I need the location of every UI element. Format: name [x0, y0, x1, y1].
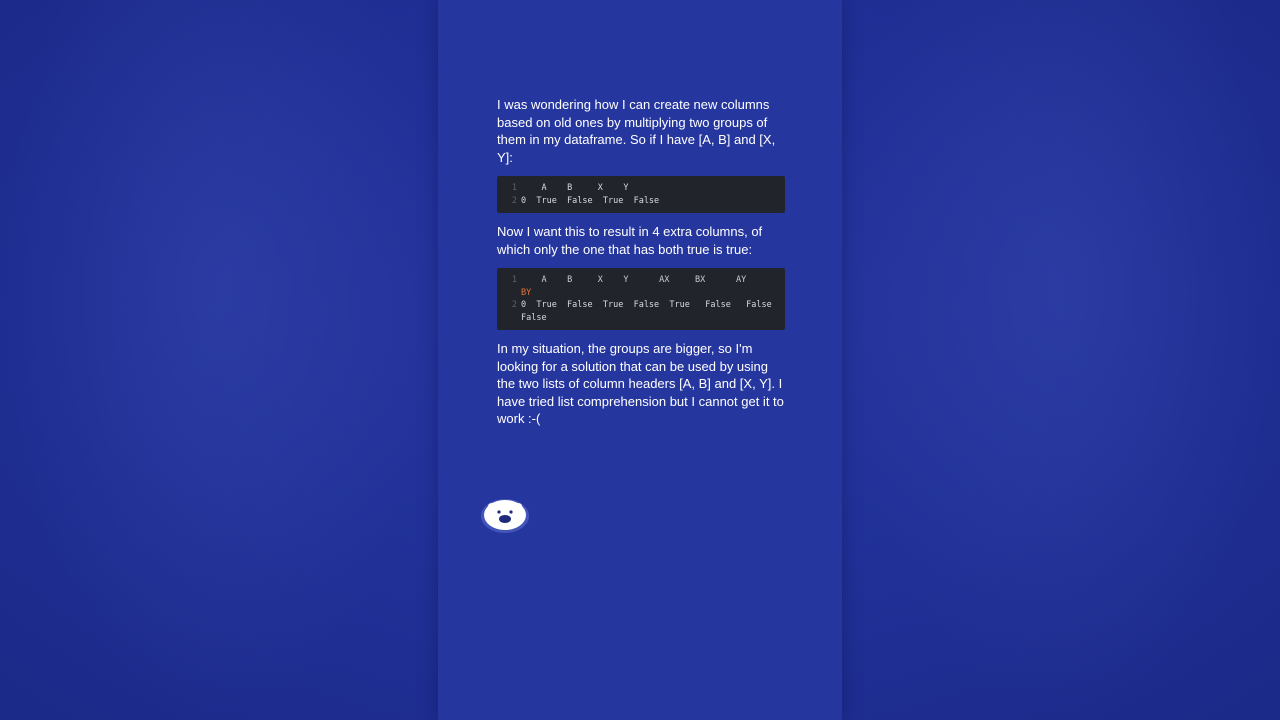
line-number: 1 — [511, 275, 517, 286]
right-backdrop — [842, 0, 1280, 720]
code-block-1 — [497, 176, 785, 213]
line-number: 2 — [511, 195, 517, 206]
mascot-icon — [480, 497, 530, 534]
code-text: A B X Y — [521, 183, 629, 194]
code-line — [497, 195, 785, 207]
line-number: 1 — [511, 183, 517, 194]
code-line — [497, 299, 785, 324]
code-text: 0 True False True False True False False False — [521, 300, 772, 323]
code-text — [521, 274, 785, 299]
middle-paragraph: Now I want this to result in 4 extra columns, of which only the one that has both true is true: — [497, 224, 763, 257]
code-line — [497, 274, 785, 299]
code-block-2 — [497, 268, 785, 330]
intro-paragraph: I was wondering how I can create new columns based on old ones by multiplying two groups of them in my dataframe. So if I have [A, B] and [X, Y]: — [497, 97, 776, 165]
code-text: 0 True False True False — [521, 195, 660, 206]
left-backdrop — [0, 0, 438, 720]
line-number: 2 — [511, 300, 517, 311]
code-highlight-text: BY — [521, 287, 532, 298]
closing-paragraph: In my situation, the groups are bigger, so I'm looking for a solution that can be used by using the two lists of column headers [A, B] and [X, Y]. I have tried list comprehension but I cannot get it to work :-( — [497, 341, 784, 427]
code-header-text: A B X Y AX BX AY — [521, 275, 747, 286]
question-body — [497, 96, 785, 428]
code-line — [497, 182, 785, 194]
